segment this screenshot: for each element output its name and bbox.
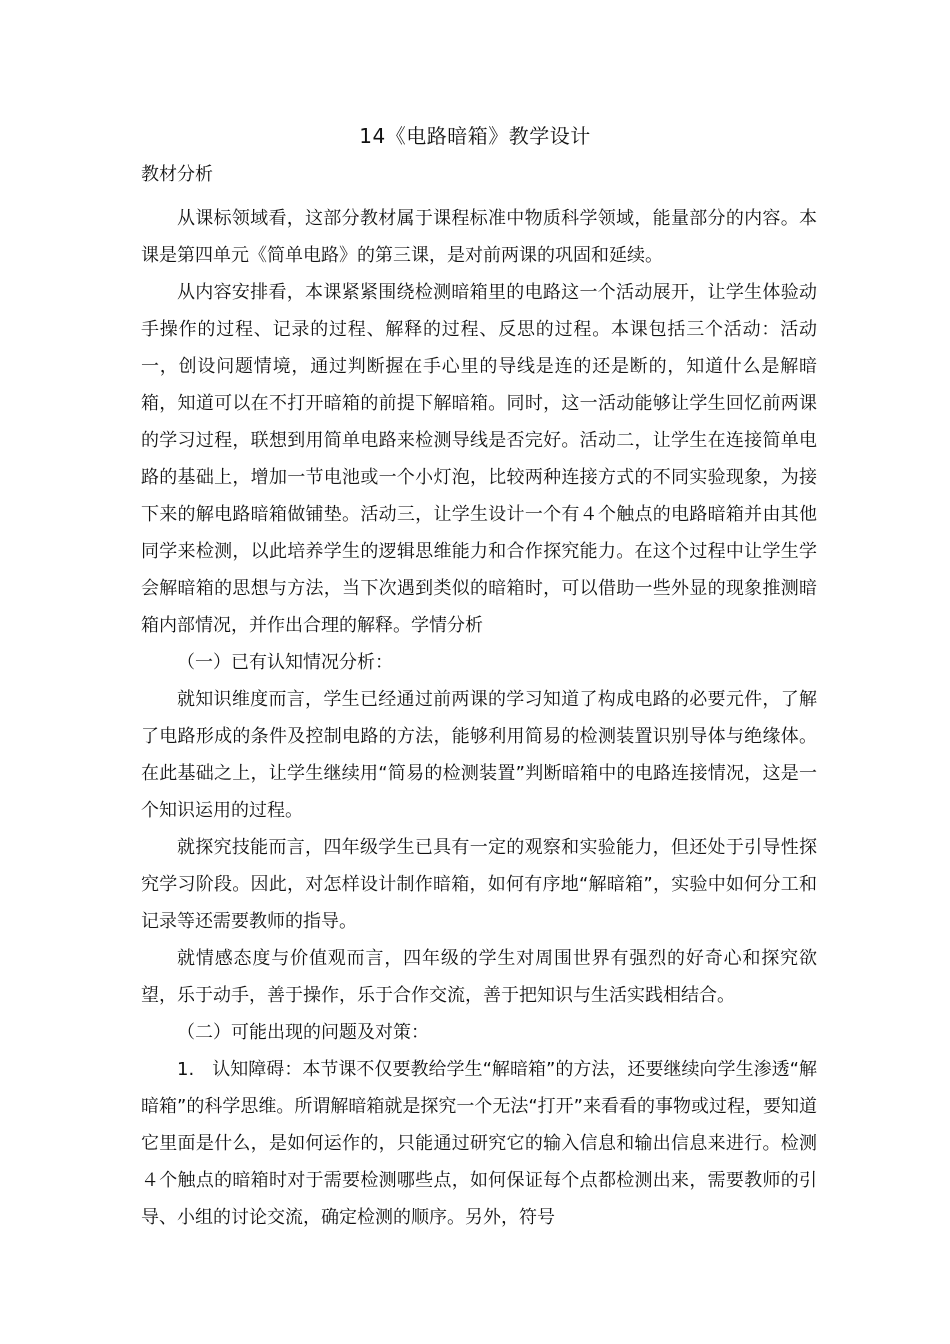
paragraph: 就情感态度与价值观而言，四年级的学生对周围世界有强烈的好奇心和探究欲望，乐于动手，善于操作，乐于合作交流，善于把知识与生活实践相结合。 [141, 948, 817, 1006]
paragraph: 从课标领域看，这部分教材属于课程标准中物质科学领域，能量部分的内容。本课是第四单元《简单电路》的第三课，是对前两课的巩固和延续。 [141, 208, 817, 266]
section-heading: 教材分析 [141, 164, 213, 185]
paragraph: 就知识维度而言，学生已经通过前两课的学习知道了构成电路的必要元件，了解了电路形成的条件及控制电路的方法，能够利用简易的检测装置识别导体与绝缘体。在此基础之上，让学生继续用“简易的检测装置”判断暗箱中的电路连接情况，这是一个知识运用的过程。 [141, 689, 817, 821]
paragraph: 从内容安排看，本课紧紧围绕检测暗箱里的电路这一个活动展开，让学生体验动手操作的过程、记录的过程、解释的过程、反思的过程。本课包括三个活动：活动一，创设问题情境，通过判断握在手心里的导线是连的还是断的，知道什么是解暗箱，知道可以在不打开暗箱的前提下解暗箱。同时，这一活动能够让学生回忆前两课的学习过程，联想到用简单电路来检测导线是否完好。活动二，让学生在连接简单电路的基础上，增加一节电池或一个小灯泡，比较两种连接方式的不同实验现象，为接下来的解电路暗箱做铺垫。活动三，让学生设计一个有４个触点的电路暗箱并由其他同学来检测，以此培养学生的逻辑思维能力和合作探究能力。在这个过程中让学生学会解暗箱的思想与方法，当下次遇到类似的暗箱时，可以借助一些外显的现象推测暗箱内部情况，并作出合理的解释。学情分析 [141, 282, 817, 636]
paragraph: 1. 认知障碍：本节课不仅要教给学生“解暗箱”的方法，还要继续向学生渗透“解暗箱”的科学思维。所谓解暗箱就是探究一个无法“打开”来看看的事物或过程，要知道它里面是什么，是如何运作的，只能通过研究它的输入信息和输出信息来进行。检测４个触点的暗箱时对于需要检测哪些点，如何保证每个点都检测出来，需要教师的引导、小组的讨论交流，确定检测的顺序。另外，符号 [141, 1059, 817, 1228]
document-title: 14《电路暗箱》教学设计 [359, 124, 591, 148]
paragraph: 就探究技能而言，四年级学生已具有一定的观察和实验能力，但还处于引导性探究学习阶段。因此，对怎样设计制作暗箱，如何有序地“解暗箱”，实验中如何分工和记录等还需要教师的指导。 [141, 837, 817, 932]
subheading: （一）已有认知情况分析： [177, 652, 393, 673]
document-body [141, 200, 817, 1236]
subheading: （二）可能出现的问题及对策： [177, 1022, 429, 1043]
